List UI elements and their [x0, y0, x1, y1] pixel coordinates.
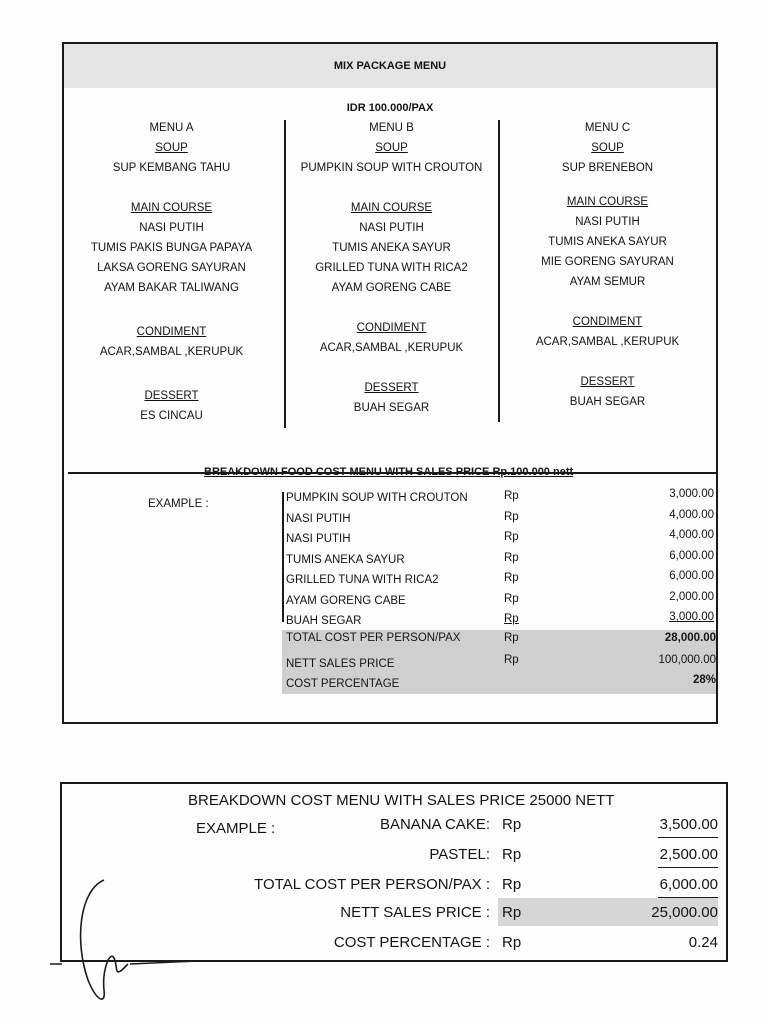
cost-item-name: AYAM GORENG CABE [286, 594, 406, 607]
cost-item-amount: 3,000.00 [669, 611, 714, 623]
menu-title-bar [64, 44, 716, 88]
menu-column-c [500, 118, 715, 412]
cost-item-name: NASI PUTIH [286, 512, 351, 525]
cost-item-row [282, 529, 714, 550]
menu-title: MIX PACKAGE MENU [333, 60, 447, 72]
dessert-heading: DESSERT [580, 376, 635, 388]
nett-sales-label: NETT SALES PRICE [286, 658, 395, 670]
currency-label: Rp [502, 846, 522, 863]
condiment-item: ACAR,SAMBAL ,KERUPUK [319, 342, 464, 354]
cost-percentage-label: COST PERCENTAGE [286, 678, 400, 690]
condiment-item: ACAR,SAMBAL ,KERUPUK [535, 336, 680, 348]
menu-name: MENU B [369, 122, 414, 134]
currency-label: Rp [502, 816, 522, 833]
cost-item-row [282, 550, 714, 571]
cost-item-row [282, 570, 714, 591]
currency-label: Rp [502, 904, 522, 921]
soup-item: PUMPKIN SOUP WITH CROUTON [300, 162, 483, 174]
cost-percentage-amount: 28% [692, 674, 716, 686]
condiment-heading: CONDIMENT [572, 316, 643, 328]
main-course-item: AYAM BAKAR TALIWANG [104, 282, 239, 294]
currency-label: Rp [504, 490, 519, 502]
cost-item-amount: 4,000.00 [669, 508, 714, 521]
dessert-item: ES CINCAU [140, 410, 203, 422]
currency-label: Rp [504, 613, 519, 625]
underline [658, 897, 718, 899]
main-course-item: AYAM SEMUR [569, 276, 646, 288]
breakdown2-amount: 6,000.00 [659, 876, 718, 893]
currency-label: Rp [502, 934, 522, 951]
cost-item-row [282, 509, 714, 530]
condiment-heading: CONDIMENT [136, 326, 207, 338]
main-course-heading: MAIN COURSE [350, 202, 433, 214]
section-divider [68, 472, 716, 474]
example-label: EXAMPLE : [196, 820, 276, 837]
currency-label: Rp [502, 876, 522, 893]
cost-item-amount: 6,000.00 [669, 549, 714, 562]
breakdown2-label: COST PERCENTAGE : [333, 934, 490, 951]
breakdown2-row [62, 812, 726, 840]
main-course-heading: MAIN COURSE [566, 196, 649, 208]
main-course-item: LAKSA GORENG SAYURAN [97, 262, 246, 274]
currency-label: Rp [504, 510, 519, 523]
breakdown2-label: BANANA CAKE: [379, 816, 490, 833]
cost-item-name: PUMPKIN SOUP WITH CROUTON [286, 492, 468, 504]
breakdown2-amount: 3,500.00 [659, 816, 718, 833]
currency-label: Rp [504, 551, 519, 564]
dessert-heading: DESSERT [364, 382, 419, 394]
breakdown2-amount: 2,500.00 [659, 846, 718, 863]
condiment-heading: CONDIMENT [356, 322, 427, 334]
soup-heading: SOUP [375, 142, 408, 154]
cost-item-amount: 2,000.00 [669, 590, 714, 603]
main-course-item: TUMIS ANEKA SAYUR [548, 236, 667, 248]
main-course-item: TUMIS PAKIS BUNGA PAPAYA [90, 242, 253, 254]
cost-item-amount: 3,000.00 [669, 488, 714, 500]
example-label: EXAMPLE : [148, 498, 209, 510]
dessert-heading: DESSERT [144, 390, 199, 402]
breakdown2-label: TOTAL COST PER PERSON/PAX : [254, 876, 490, 893]
underline [658, 867, 718, 869]
cost-item-list [282, 488, 714, 632]
dessert-item: BUAH SEGAR [353, 402, 430, 414]
handwritten-signature [40, 860, 200, 1010]
menu-columns [64, 118, 716, 430]
package-price: IDR 100.000/PAX [346, 102, 434, 114]
menu-name: MENU C [584, 122, 631, 134]
currency-label: Rp [504, 632, 519, 644]
currency-label: Rp [504, 572, 519, 584]
cost-item-amount: 4,000.00 [669, 529, 714, 541]
main-course-item: TUMIS ANEKA SAYUR [332, 242, 451, 254]
breakdown2-amount: 25,000.00 [651, 904, 718, 921]
breakdown2-title: BREAKDOWN COST MENU WITH SALES PRICE 25000 NETT [188, 792, 615, 809]
main-course-item: MIE GORENG SAYURAN [541, 256, 674, 268]
breakdown2-amount: 0.24 [688, 934, 718, 951]
cost-item-row [282, 611, 714, 632]
currency-label: Rp [504, 592, 519, 605]
cost-item-amount: 6,000.00 [669, 570, 714, 582]
cost-item-name: BUAH SEGAR [286, 615, 362, 627]
main-course-item: NASI PUTIH [139, 222, 204, 234]
breakdown2-label: NETT SALES PRICE : [340, 904, 490, 921]
condiment-item: ACAR,SAMBAL ,KERUPUK [99, 346, 244, 358]
main-course-item: AYAM GORENG CABE [331, 282, 452, 294]
cost-item-row [282, 488, 714, 509]
soup-item: SUP KEMBANG TAHU [112, 162, 231, 174]
main-course-item: NASI PUTIH [359, 222, 424, 234]
main-course-item: NASI PUTIH [575, 216, 640, 228]
soup-heading: SOUP [155, 142, 188, 154]
underline [658, 837, 718, 839]
menu-column-a [64, 118, 279, 426]
cost-item-name: NASI PUTIH [286, 533, 351, 545]
mix-package-menu-box [62, 42, 718, 724]
total-cost-amount: 28,000.00 [664, 632, 716, 644]
currency-label: Rp [504, 531, 519, 543]
currency-label: Rp [504, 654, 519, 666]
nett-sales-amount: 100,000.00 [658, 654, 716, 666]
dessert-item: BUAH SEGAR [569, 396, 646, 408]
menu-column-b [284, 118, 499, 418]
menu-name: MENU A [149, 122, 194, 134]
breakdown2-label: PASTEL: [429, 846, 490, 863]
cost-item-name: TUMIS ANEKA SAYUR [286, 553, 405, 566]
cost-item-row [282, 591, 714, 612]
soup-heading: SOUP [591, 142, 624, 154]
soup-item: SUP BRENEBON [561, 162, 654, 174]
main-course-heading: MAIN COURSE [130, 202, 213, 214]
main-course-item: GRILLED TUNA WITH RICA2 [315, 262, 468, 274]
cost-item-name: GRILLED TUNA WITH RICA2 [286, 574, 439, 586]
total-cost-label: TOTAL COST PER PERSON/PAX [286, 632, 461, 644]
